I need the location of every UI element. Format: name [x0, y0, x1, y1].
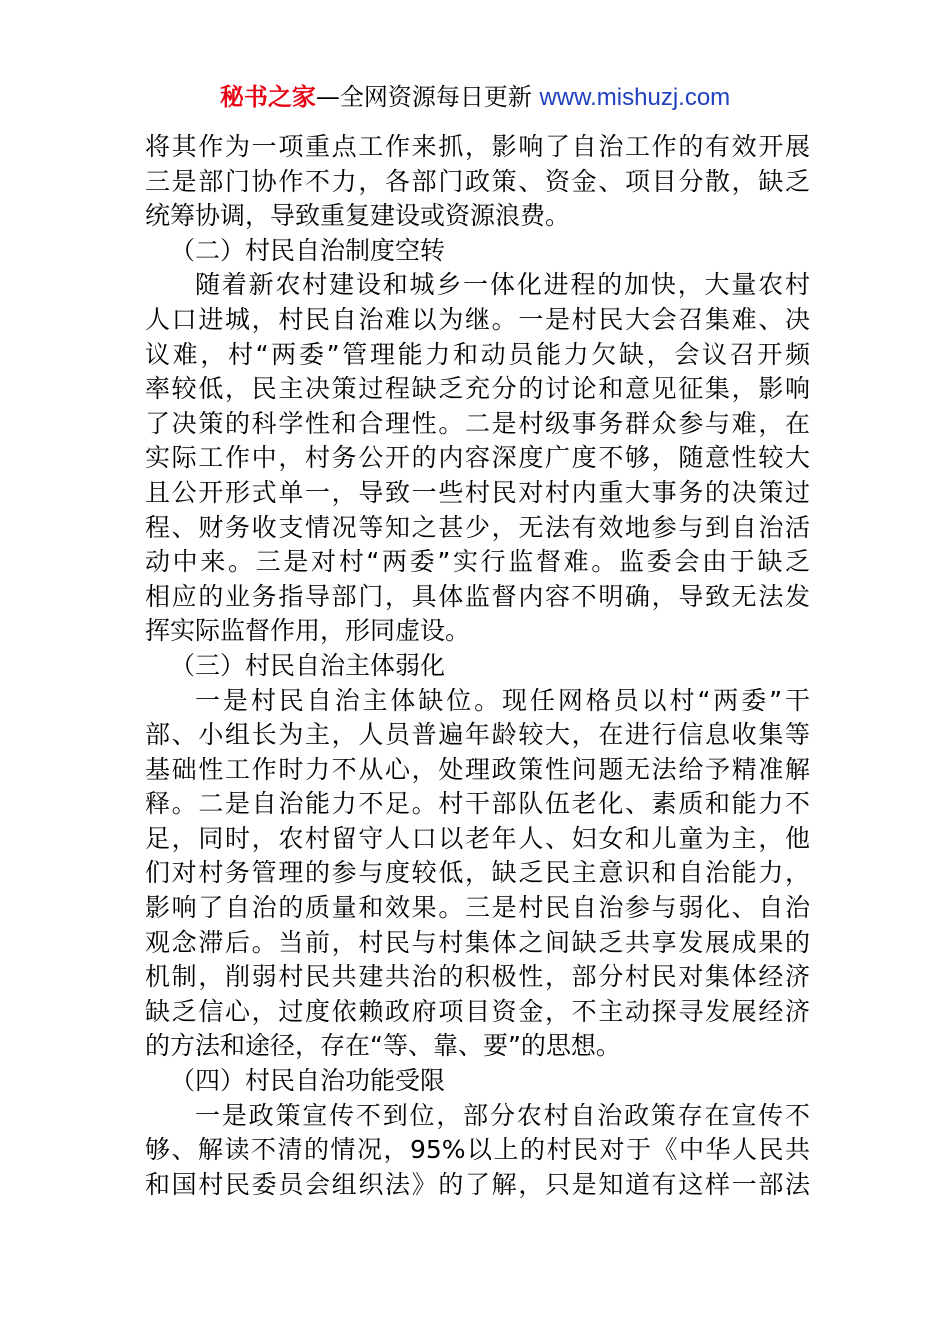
paragraph-first-line: 一是村民自治主体缺位。现任网格员以村“两委”干 [195, 685, 810, 715]
text-line: 和国村民委员会组织法》的了解，只是知道有这样一部法 [145, 1169, 810, 1199]
text-line: 相应的业务指导部门，具体监督内容不明确，导致无法发 [145, 581, 810, 611]
section-heading: （三）村民自治主体弱化 [170, 650, 446, 680]
text-line: 够、解读不清的情况，95%以上的村民对于《中华人民共 [145, 1135, 810, 1165]
paragraph-first-line: 随着新农村建设和城乡一体化进程的加快，大量农村 [195, 270, 810, 300]
site-brand: 秘书之家 [219, 83, 316, 111]
text-line: 统筹协调，导致重复建设或资源浪费。 [145, 201, 571, 231]
section-heading: （四）村民自治功能受限 [170, 1066, 446, 1096]
document-body [145, 130, 810, 1202]
text-line: 观念滞后。当前，村民与村集体之间缺乏共享发展成果的 [145, 927, 810, 957]
text-line: 动中来。三是对村“两委”实行监督难。监委会由于缺乏 [145, 547, 810, 577]
text-line: 释。二是自治能力不足。村干部队伍老化、素质和能力不 [145, 789, 810, 819]
text-line: 将其作为一项重点工作来抓，影响了自治工作的有效开展 [145, 132, 810, 161]
text-line: 基础性工作时力不从心，处理政策性问题无法给予精准解 [145, 754, 810, 784]
text-line: 影响了自治的质量和效果。三是村民自治参与弱化、自治 [145, 893, 810, 923]
text-line: 缺乏信心，过度依赖政府项目资金，不主动探寻发展经济 [145, 996, 810, 1026]
text-line: 们对村务管理的参与度较低，缺乏民主意识和自治能力， [145, 858, 810, 888]
text-line: 且公开形式单一，导致一些村民对村内重大事务的决策过 [145, 477, 810, 507]
text-line: 的方法和途径，存在“等、靠、要”的思想。 [145, 1031, 621, 1061]
site-tagline: —全网资源每日更新 [315, 83, 540, 111]
text-line: 议难，村“两委”管理能力和动员能力欠缺，会议召开频 [145, 339, 810, 369]
text-line: 挥实际监督作用，形同虚设。 [145, 616, 471, 646]
text-line: 人口进城，村民自治难以为继。一是村民大会召集难、决 [145, 304, 810, 334]
paragraph-first-line: 一是政策宣传不到位，部分农村自治政策存在宣传不 [195, 1100, 810, 1130]
text-line: 了决策的科学性和合理性。二是村级事务群众参与难，在 [145, 408, 810, 438]
text-line: 实际工作中，村务公开的内容深度广度不够，随意性较大 [145, 443, 810, 473]
text-line: 机制，削弱村民共建共治的积极性，部分村民对集体经济 [145, 962, 810, 992]
text-line: 率较低，民主决策过程缺乏充分的讨论和意见征集，影响 [145, 374, 810, 404]
site-header [0, 80, 950, 115]
site-url-link[interactable]: www.mishuzj.com [539, 84, 731, 111]
text-line: 程、财务收支情况等知之甚少，无法有效地参与到自治活 [145, 512, 810, 542]
text-line: 足，同时，农村留守人口以老年人、妇女和儿童为主，他 [145, 823, 810, 853]
text-line: 部、小组长为主，人员普遍年龄较大，在进行信息收集等 [145, 720, 810, 750]
section-heading: （二）村民自治制度空转 [170, 235, 446, 265]
text-line: 三是部门协作不力，各部门政策、资金、项目分散，缺乏 [145, 166, 810, 196]
